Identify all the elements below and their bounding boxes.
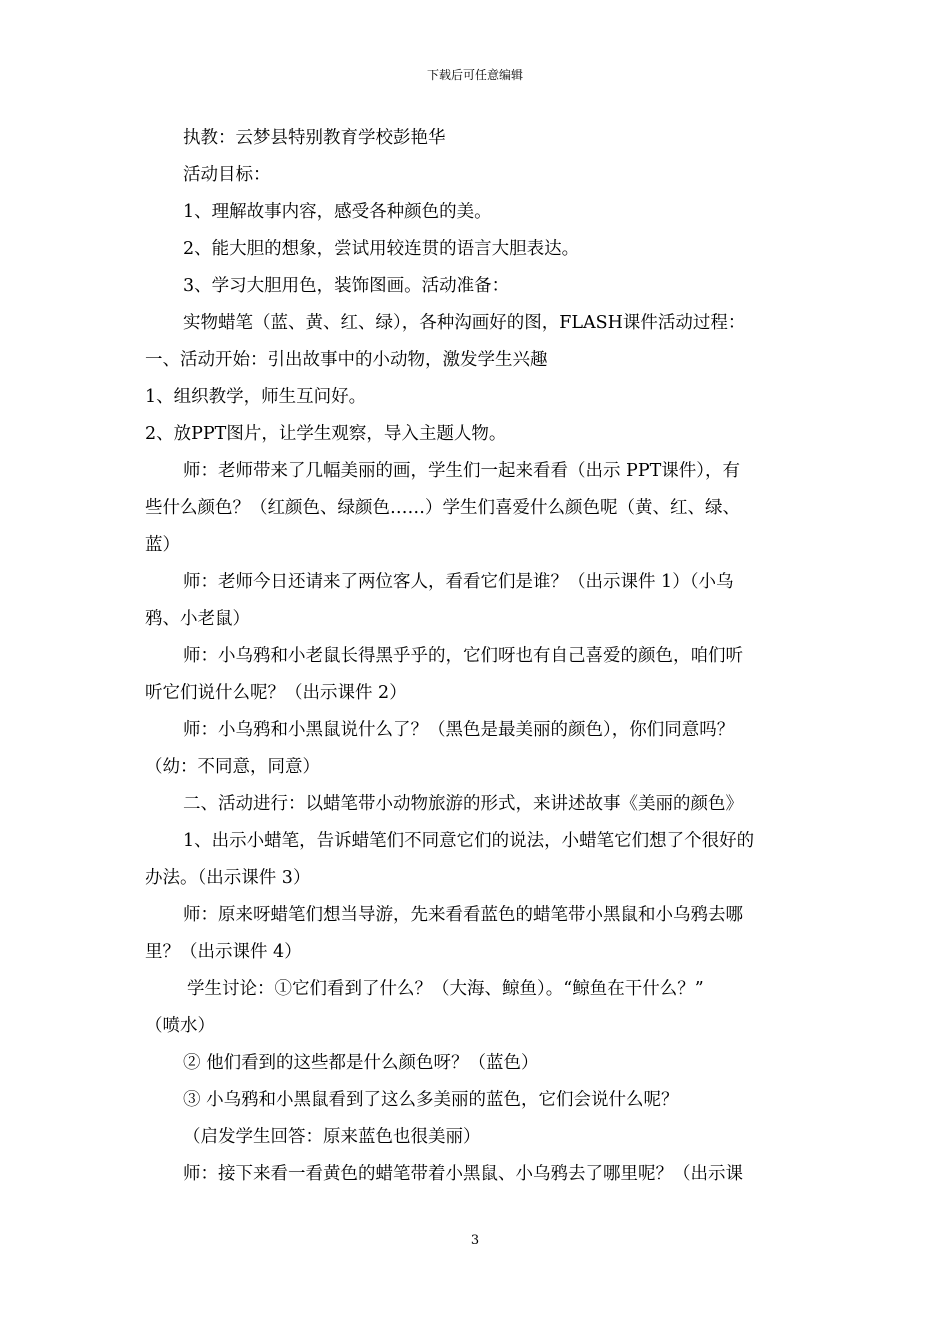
text-line: 师：老师带来了几幅美丽的画，学生们一起来看看（出示 PPT课件），有 (183, 461, 741, 481)
text-line: 师：接下来看一看黄色的蜡笔带着小黑鼠、小乌鸦去了哪里呢？（出示课 (183, 1164, 743, 1184)
text-line-instructor: 执教：云梦县特别教育学校彭艳华 (183, 128, 446, 148)
text-line: 2、能大胆的想象，尝试用较连贯的语言大胆表达。 (183, 239, 580, 259)
text-line: 师：小乌鸦和小黑鼠说什么了？（黑色是最美丽的颜色），你们同意吗？ (183, 720, 735, 740)
text-line: 3、学习大胆用色，装饰图画。活动准备： (183, 276, 510, 296)
text-line: 些什么颜色？（红颜色、绿颜色……）学生们喜爱什么颜色呢（黄、红、绿、 (145, 498, 740, 518)
text-line: ② 他们看到的这些都是什么颜色呀？（蓝色） (183, 1053, 539, 1073)
text-line: 1、组织教学，师生互问好。 (145, 387, 367, 407)
text-line: 听它们说什么呢？（出示课件 2） (145, 683, 407, 703)
text-line: 1、出示小蜡笔，告诉蜡笔们不同意它们的说法，小蜡笔它们想了个很好的 (183, 831, 755, 851)
page-number: 3 (470, 1233, 480, 1248)
text-line: （喷水） (145, 1016, 215, 1036)
text-line: ③ 小乌鸦和小黑鼠看到了这么多美丽的蓝色，它们会说什么呢？ (183, 1090, 679, 1110)
text-line: 蓝） (145, 535, 180, 555)
text-line-objectives-heading: 活动目标： (183, 165, 271, 185)
text-line: 办法。（出示课件 3） (145, 868, 311, 888)
text-line: 学生讨论：①它们看到了什么？（大海、鲸鱼）。“鲸鱼在干什么？” (187, 979, 704, 999)
text-line-section-heading: 二、活动进行：以蜡笔带小动物旅游的形式，来讲述故事《美丽的颜色》 (183, 794, 743, 814)
text-line-section-heading: 一、活动开始：引出故事中的小动物，激发学生兴趣 (145, 350, 548, 370)
text-line: 师：老师今日还请来了两位客人，看看它们是谁？（出示课件 1）（小乌 (183, 572, 734, 592)
text-line: 里？（出示课件 4） (145, 942, 302, 962)
text-line: （幼：不同意，同意） (145, 757, 320, 777)
text-line: 鸦、小老鼠） (145, 609, 250, 629)
text-line: 师：原来呀蜡笔们想当导游，先来看看蓝色的蜡笔带小黑鼠和小乌鸦去哪 (183, 905, 743, 925)
text-line: 1、理解故事内容，感受各种颜色的美。 (183, 202, 492, 222)
text-line: 2、放PPT图片，让学生观察，导入主题人物。 (145, 424, 507, 444)
text-line: 实物蜡笔（蓝、黄、红、绿），各种沟画好的图，FLASH课件活动过程： (183, 313, 746, 333)
text-line: （启发学生回答：原来蓝色也很美丽） (183, 1127, 481, 1147)
page-header: 下载后可任意编辑 (426, 68, 523, 82)
text-line: 师：小乌鸦和小老鼠长得黑乎乎的，它们呀也有自己喜爱的颜色，咱们听 (183, 646, 743, 666)
